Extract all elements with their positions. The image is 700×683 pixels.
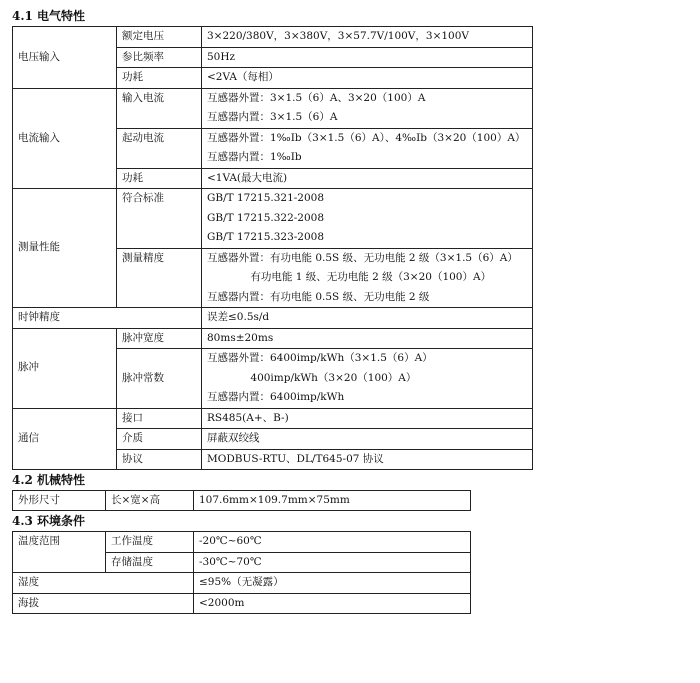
param-value-multiline <box>202 88 533 128</box>
group-label: 海拔 <box>13 593 194 614</box>
value-line: GB/T 17215.321-2008 <box>207 192 325 204</box>
value-line: GB/T 17215.322-2008 <box>207 211 325 224</box>
param-value: 屏蔽双绞线 <box>202 429 533 450</box>
table-row <box>13 491 471 511</box>
group-label: 测量性能 <box>13 189 117 308</box>
environment-spec-table <box>12 531 471 614</box>
param-value: <1VA(最大电流) <box>202 168 533 189</box>
param-value-multiline <box>202 349 533 409</box>
param-value: 50Hz <box>202 47 533 68</box>
value-line: 互感器外置：3×1.5（6）A、3×20（100）A <box>207 91 426 104</box>
table-row <box>13 532 471 553</box>
group-label: 外形尺寸 <box>13 491 106 511</box>
table-row <box>13 328 533 349</box>
mechanical-spec-table <box>12 490 471 511</box>
group-label: 电压输入 <box>13 27 117 89</box>
section-heading-mechanical: 4.2 机械特性 <box>12 473 86 487</box>
value-line: 互感器内置：1‰Ib <box>207 151 302 163</box>
param-label: 功耗 <box>117 168 202 189</box>
param-label: 额定电压 <box>117 27 202 48</box>
param-value: <2VA（每相） <box>202 68 533 89</box>
group-label: 脉冲 <box>13 328 117 408</box>
group-label: 通信 <box>13 408 117 470</box>
spec-document <box>12 6 532 614</box>
table-row <box>13 27 533 48</box>
param-label: 符合标准 <box>117 189 202 249</box>
value-line: 互感器内置：6400imp/kWh <box>207 391 345 403</box>
section-heading-environment: 4.3 环境条件 <box>12 514 86 528</box>
param-value: 80ms±20ms <box>202 328 533 349</box>
param-label: 输入电流 <box>117 88 202 128</box>
param-label: 脉冲宽度 <box>117 328 202 349</box>
param-value: RS485(A+、B-) <box>202 408 533 429</box>
value-line: 有功电能 1 级、无功电能 2 级（3×20（100）A） <box>207 271 492 283</box>
param-value: ≤95%（无凝露） <box>194 573 471 594</box>
table-row <box>13 88 533 128</box>
table-row <box>13 189 533 249</box>
param-label: 协议 <box>117 449 202 470</box>
value-line: 互感器内置：3×1.5（6）A <box>207 111 338 123</box>
value-line: 互感器外置：6400imp/kWh（3×1.5（6）A） <box>207 352 433 364</box>
table-row <box>13 573 471 594</box>
section-heading-electrical: 4.1 电气特性 <box>12 9 86 23</box>
group-label: 时钟精度 <box>13 308 202 329</box>
group-label: 电流输入 <box>13 88 117 189</box>
table-row <box>13 593 471 614</box>
param-label: 功耗 <box>117 68 202 89</box>
param-label: 接口 <box>117 408 202 429</box>
param-value: <2000m <box>194 593 471 614</box>
param-label: 长×宽×高 <box>106 491 194 511</box>
param-value: -20℃~60℃ <box>194 532 471 553</box>
value-line: 互感器内置：有功电能 0.5S 级、无功电能 2 级 <box>207 290 430 303</box>
param-value: 3×220/380V，3×380V，3×57.7V/100V，3×100V <box>202 27 533 48</box>
param-label: 测量精度 <box>117 248 202 308</box>
param-value-multiline <box>202 189 533 249</box>
param-value: 107.6mm×109.7mm×75mm <box>194 491 471 511</box>
group-label: 湿度 <box>13 573 194 594</box>
param-label: 起动电流 <box>117 128 202 168</box>
electrical-spec-table <box>12 26 533 470</box>
param-value: -30℃~70℃ <box>194 552 471 573</box>
param-value: 误差≤0.5s/d <box>202 308 533 329</box>
value-line: GB/T 17215.323-2008 <box>207 231 325 243</box>
param-label: 脉冲常数 <box>117 349 202 409</box>
table-row <box>13 308 533 329</box>
param-value: MODBUS-RTU、DL/T645-07 协议 <box>202 449 533 470</box>
param-value-multiline <box>202 128 533 168</box>
param-label: 工作温度 <box>106 532 194 553</box>
value-line: 400imp/kWh（3×20（100）A） <box>207 371 417 384</box>
param-label: 介质 <box>117 429 202 450</box>
value-line: 互感器外置：有功电能 0.5S 级、无功电能 2 级（3×1.5（6）A） <box>207 251 518 264</box>
table-row <box>13 408 533 429</box>
param-label: 存储温度 <box>106 552 194 573</box>
group-label: 温度范围 <box>13 532 106 573</box>
value-line: 互感器外置：1‰Ib（3×1.5（6）A）、4‰Ib（3×20（100）A） <box>207 131 526 144</box>
param-value-multiline <box>202 248 533 308</box>
param-label: 参比频率 <box>117 47 202 68</box>
